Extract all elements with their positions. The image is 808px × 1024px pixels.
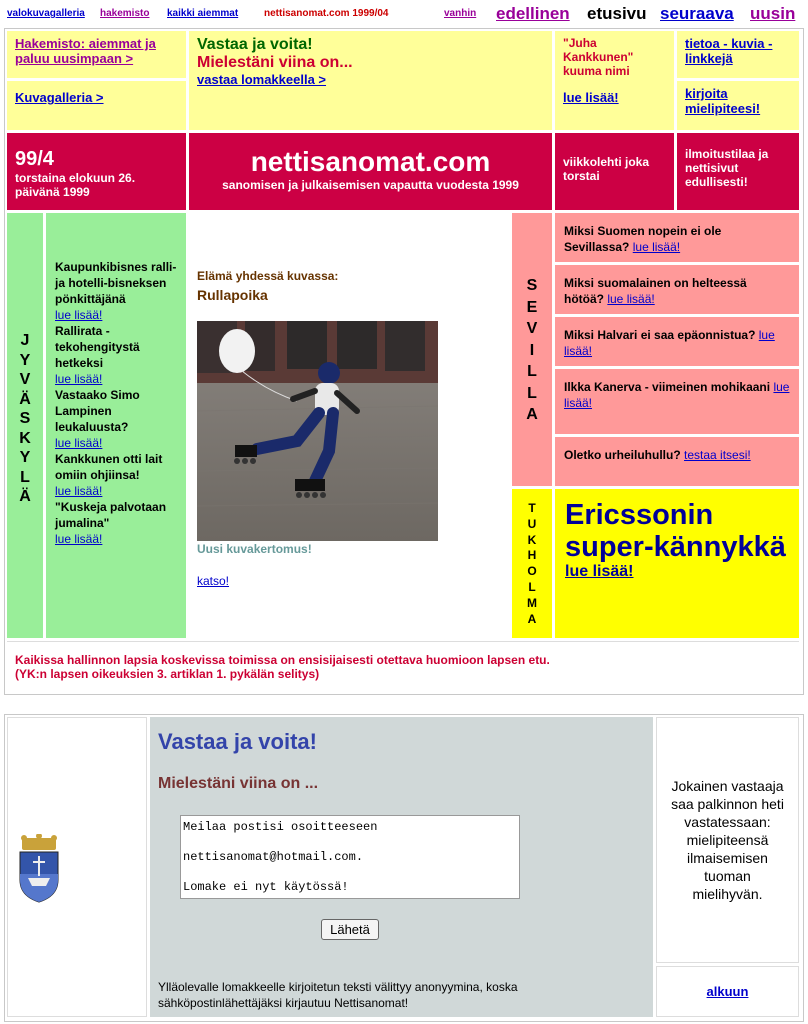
weekly-text: viikkolehti joka torstai [563,155,650,183]
sevilla-letter: A [526,406,538,423]
ericsson-cell [555,489,799,638]
directory-cell [7,31,186,78]
contest-form-link[interactable]: vastaa lomakkeella > [197,72,327,87]
juha-text: "Juha Kankkunen" kuuma nimi [563,36,634,78]
reward-cell [656,717,799,963]
jyvaskyla-letter: V [19,371,31,388]
sevilla-letter: S [526,277,538,294]
ad-text: ilmoitustilaa ja nettisivut edullisesti! [685,147,769,189]
sevilla-story-link[interactable]: lue lisää! [632,240,681,254]
quote-source: (YK:n lapsen oikeuksien 3. artiklan 1. pykälän selitys) [15,667,320,681]
jyvaskyla-story-link[interactable]: lue lisää! [55,484,103,498]
tukholma-letter: K [527,532,537,547]
feature-kicker: Elämä yhdessä kuvassa: [197,269,339,283]
contest-cell [189,31,552,130]
sevilla-story-text: Miksi Suomen nopein ei ole Sevillassa? [564,224,722,254]
juha-read-more[interactable]: lue lisää! [563,90,619,105]
oldest-link[interactable]: vanhin [444,8,477,19]
reward-text: Jokainen vastaaja saa palkinnon heti vastatessaan: mielipiteensä ilmaisemisen tuoman mielihyvän. [671,778,784,902]
form-footnote: Ylläolevalle lomakkeelle kirjoitetun teksti välittyy anonyymina, koska sähköpostinlähettäjäksi kirjautuu Nettisanomat! [158,980,518,1010]
quote-text: Kaikissa hallinnon lapsia koskevissa toimissa on ensisijaisesti otettava huomioon lapsen etu. [15,653,550,667]
tukholma-letter: T [528,501,536,515]
issue-number: 99/4 [15,148,54,170]
tukholma-label-column [512,489,552,638]
issue-date: torstaina elokuun 26. päivänä 1999 [15,171,136,199]
info-link[interactable]: tietoa - kuvia - linkkejä [685,36,773,66]
sevilla-story [555,213,799,262]
ad-cell [677,133,799,210]
sevilla-story [555,369,799,434]
sevilla-label-column [512,213,552,486]
jyvaskyla-story-title: "Kuskeja palvotaan jumalina" [55,500,167,530]
jyvaskyla-vertical-label [7,331,43,507]
sevilla-story [555,317,799,366]
jyvaskyla-letter: J [20,332,30,349]
tukholma-letter: H [527,548,537,563]
top-link-cell [656,966,799,1017]
previous-link[interactable]: edellinen [496,4,570,23]
back-to-top-link[interactable]: alkuun [706,984,749,999]
jyvaskyla-letter: Y [19,449,31,466]
jyvaskyla-letter: Ä [19,488,31,505]
sevilla-letter: V [526,320,538,337]
write-cell [677,81,799,130]
sevilla-story-link[interactable]: lue lisää! [564,328,775,358]
feature-caption: Uusi kuvakertomus! [197,542,312,556]
jyvaskyla-story-link[interactable]: lue lisää! [55,308,103,322]
all-previous-link[interactable]: kaikki aiemmat [167,8,239,19]
sevilla-story [555,437,799,486]
sevilla-letter: L [527,384,537,402]
jyvaskyla-letter: K [19,429,31,447]
write-opinion-link[interactable]: kirjoita mielipiteesi! [685,86,761,116]
coat-of-arms-icon [16,834,62,904]
tukholma-letter: A [527,611,537,626]
sevilla-story-text: Miksi Halvari ei saa epäonnistua? [564,328,756,342]
issue-cell [7,133,186,210]
sevilla-letter: E [526,298,538,316]
gallery-archive-link[interactable]: Kuvagalleria > [15,90,104,105]
form-title: Vastaa ja voita! [158,729,317,754]
sevilla-story-link[interactable]: lue lisää! [564,380,790,410]
tagline: sanomisen ja julkaisemisen vapautta vuodesta 1999 [222,178,519,192]
tukholma-letter: O [527,564,537,579]
jyvaskyla-story-title: Kankkunen otti lait omiin ohjiinsa! [55,452,163,482]
newest-link[interactable]: uusin [750,4,796,23]
sevilla-story-text: Oletko urheiluhullu? [564,448,681,462]
crest-cell [7,717,147,1017]
sevilla-story-link[interactable]: testaa itsesi! [684,448,751,462]
rollerblade-boy-photo[interactable] [197,321,438,541]
submit-button[interactable]: Lähetä [321,919,379,940]
tukholma-letter: M [527,595,537,610]
jyvaskyla-letter: Ä [19,390,31,408]
tukholma-letter: L [528,579,536,594]
sevilla-vertical-label [512,275,552,426]
answer-textarea[interactable] [180,815,520,899]
form-question: Mielestäni viina on ... [158,775,319,792]
gallery-link[interactable]: valokuvagalleria [7,8,85,19]
sevilla-letter: I [529,341,535,359]
sevilla-story-link[interactable]: lue lisää! [607,292,655,306]
sevilla-story [555,265,799,314]
ericsson-headline: Ericssonin super-kännykkä [565,499,786,563]
tukholma-letter: U [527,516,537,531]
contest-form [150,717,653,1017]
issue-label: nettisanomat.com 1999/04 [264,8,389,19]
jyvaskyla-story-link[interactable]: lue lisää! [55,436,103,450]
site-name: nettisanomat.com [250,146,491,177]
feature-title: Rullapoika [197,287,268,303]
jyvaskyla-stories [46,213,186,638]
juha-cell [555,31,674,130]
jyvaskyla-letter: S [19,410,31,427]
weekly-cell [555,133,674,210]
jyvaskyla-story-title: Kaupunkibisnes ralli- ja hotelli-bisneksen pönkittäjänä [55,260,177,306]
quote-cell [7,641,799,689]
jyvaskyla-letter: L [20,468,30,486]
jyvaskyla-story-title: Vastaako Simo Lampinen leukaluusta? [55,388,140,434]
next-link[interactable]: seuraava [660,4,734,23]
contest-title: Vastaa ja voita! [197,36,313,53]
jyvaskyla-story-link[interactable]: lue lisää! [55,532,103,546]
sevilla-letter: L [527,363,537,380]
home-label: etusivu [587,4,647,23]
jyvaskyla-letter: Y [19,351,31,369]
contest-question: Mielestäni viina on... [197,54,353,71]
sevilla-story-text: Ilkka Kanerva - viimeinen mohikaani [564,380,771,394]
jyvaskyla-story-title: Rallirata - tekohengitystä hetkeksi [55,324,140,370]
jyvaskyla-label-column [7,213,43,638]
jyvaskyla-story-link[interactable]: lue lisää! [55,372,103,386]
ericsson-read-more[interactable]: lue lisää! [565,563,634,580]
feature-see-link[interactable]: katso! [197,574,230,588]
tukholma-vertical-label [512,501,552,627]
directory-link[interactable]: hakemisto [100,8,150,19]
sevilla-story-text: Miksi suomalainen on helteessä hötöä? [564,276,747,306]
info-cell [677,31,799,78]
masthead-cell [189,133,552,210]
directory-archive-link[interactable]: Hakemisto: aiemmat ja paluu uusimpaan > [15,36,156,66]
gallery-cell [7,81,186,130]
